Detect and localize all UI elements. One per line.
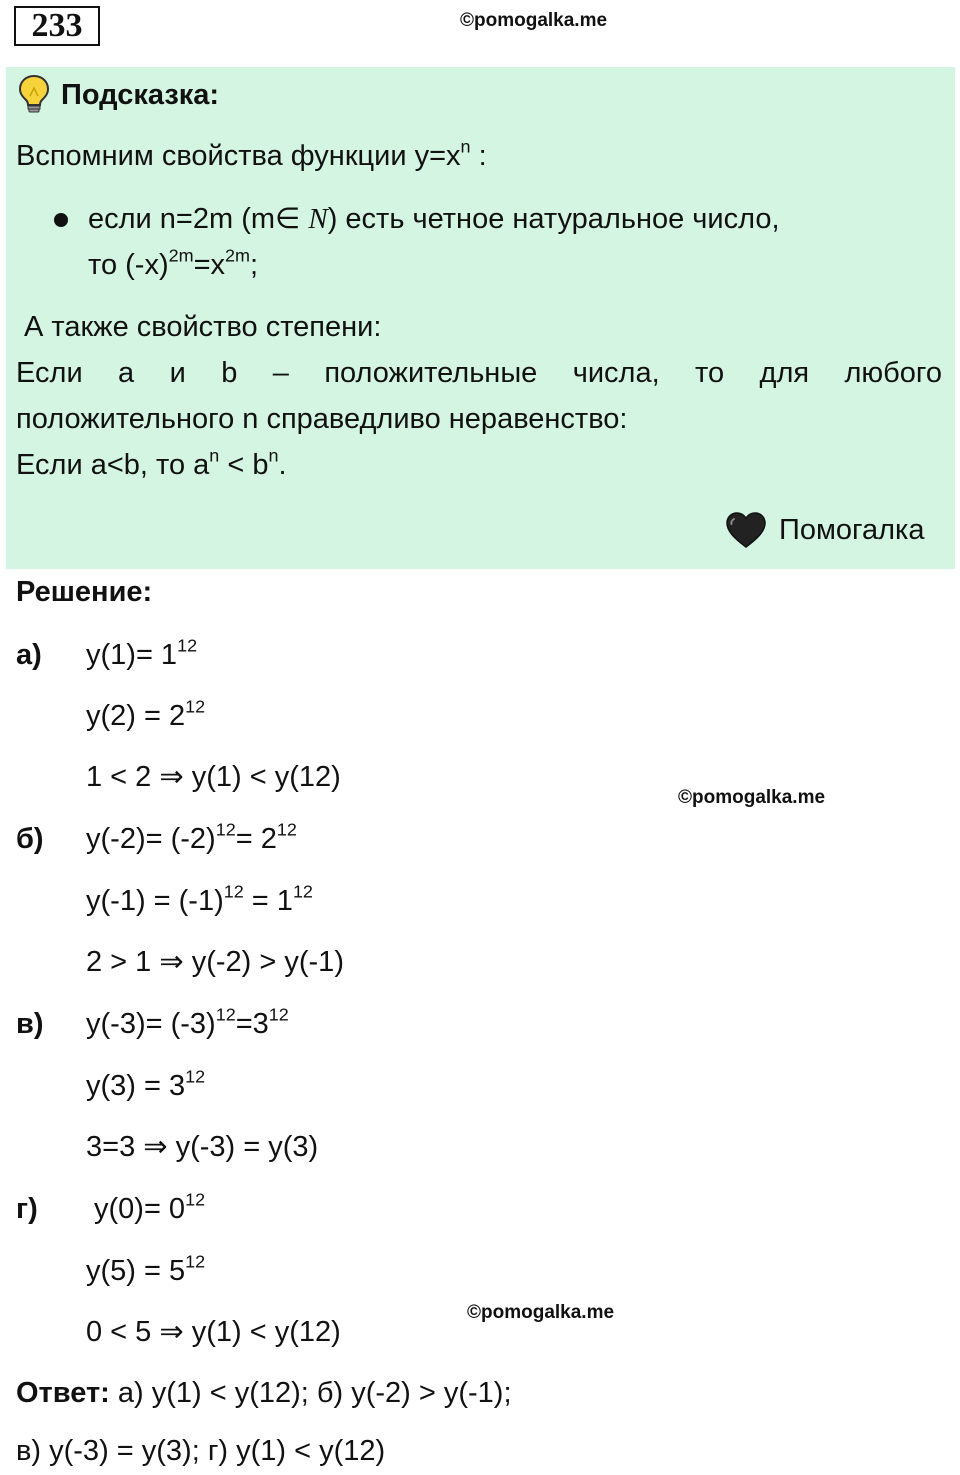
solution-title: Решение: [16, 576, 153, 608]
part-a-label: а) [16, 639, 42, 671]
part-v-line1: $y(-3)= (-3)^{12}=3^{12}$ [86, 1004, 289, 1040]
hint-bullet-line2: то $(-x)^{2m}=x^{2m}$; [88, 245, 259, 281]
answer-line2: в) y(-3) = y(3); г) y(1) < y(12) [16, 1435, 386, 1467]
lightbulb-icon [18, 74, 50, 114]
part-v-line3: 3=3 ⇒ y(-3) = y(3) [86, 1131, 319, 1163]
part-a-line3: 1 < 2 ⇒ y(1) < y(12) [86, 761, 341, 793]
part-a-line2: $y(2) = 2^{12}$ [86, 696, 206, 732]
part-g-line3: 0 < 5 ⇒ y(1) < y(12) [86, 1316, 341, 1348]
hint-last-line: Если a<b, то $a^n < b^n$. [16, 445, 287, 481]
watermark-bottom: ©pomogalka.me [467, 1302, 615, 1323]
hint-title: Подсказка: [61, 79, 220, 111]
answer-line1: Ответ: а) y(1) < y(12); б) y(-2) > y(-1); [16, 1377, 512, 1409]
hint-intro: Вспомним свойства функции $y=x^n$ : [16, 136, 487, 172]
hint-if-line: Если a и b – положительные числа, то для любого [16, 357, 942, 389]
part-g-label: г) [16, 1193, 38, 1225]
part-b-line2: $y(-1) = (-1)^{12} = 1^{12}$ [86, 881, 313, 917]
hint-brand: Помогалка [779, 514, 925, 546]
part-g-line2: $y(5) = 5^{12}$ [86, 1251, 206, 1287]
bullet-dot [54, 213, 68, 227]
part-v-line2: $y(3) = 3^{12}$ [86, 1066, 206, 1102]
hint-bullet-line1: если n=2m (m∈ N) есть четное натуральное число, [88, 203, 780, 235]
hint-also: А также свойство степени: [24, 311, 382, 343]
part-a-line1: $y(1)= 1^{12}$ [86, 635, 198, 671]
heart-icon [724, 510, 768, 550]
part-v-label: в) [16, 1008, 44, 1040]
problem-number: 233 [14, 6, 100, 46]
part-b-line1: $y(-2)= (-2)^{12}= 2^{12}$ [86, 819, 297, 855]
part-b-label: б) [16, 823, 44, 855]
watermark-top: ©pomogalka.me [460, 10, 608, 31]
part-g-line1: $y(0)= 0^{12}$ [94, 1189, 206, 1225]
watermark-middle: ©pomogalka.me [678, 787, 826, 808]
part-b-line3: 2 > 1 ⇒ y(-2) > y(-1) [86, 946, 344, 978]
hint-positive-line: положительного n справедливо неравенство: [16, 403, 628, 435]
